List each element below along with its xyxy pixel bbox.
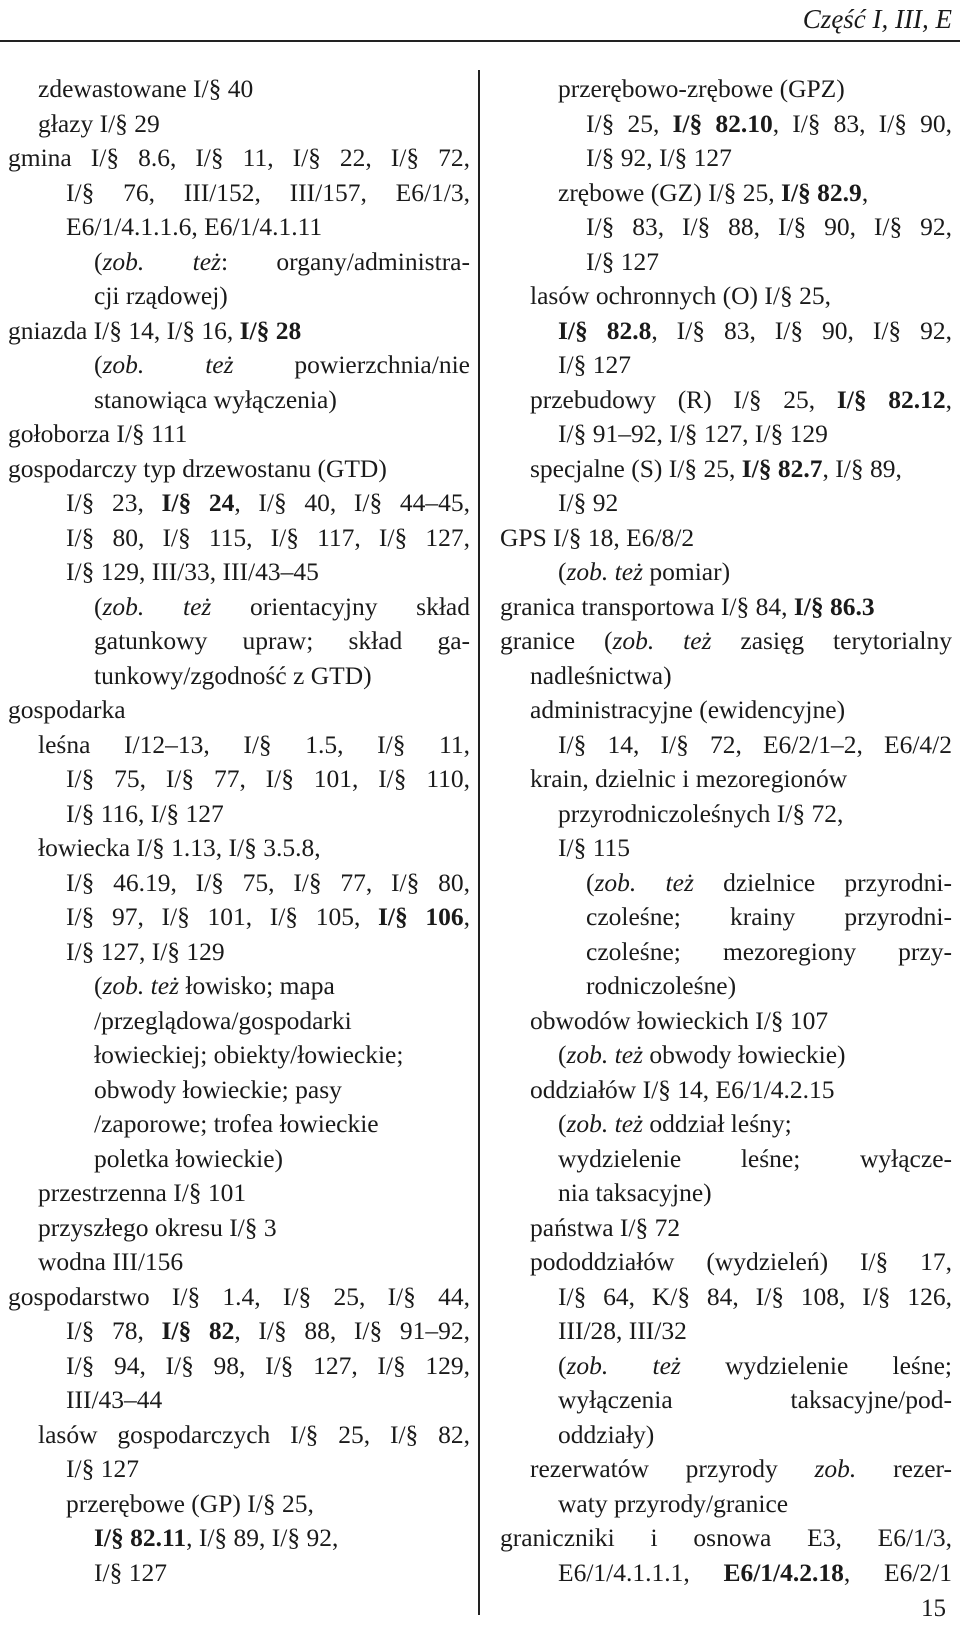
- index-entry-line: przerębowe (GP) I/§ 25,: [66, 1488, 314, 1518]
- index-entry-line: czoleśne; krainy przyrodni-: [586, 902, 952, 931]
- index-entry-line: I/§ 116, I/§ 127: [66, 798, 224, 828]
- running-header: [0, 0, 960, 44]
- index-entry-line: przestrzenna I/§ 101: [38, 1178, 247, 1207]
- index-entry-line: I/§ 91–92, I/§ 127, I/§ 129: [558, 419, 828, 448]
- index-entry-line: lasów ochronnych (O) I/§ 25,: [530, 281, 831, 310]
- index-entry-line: E6/1/4.1.1.6, E6/1/4.1.11: [66, 212, 323, 241]
- index-entry-line: obwodów łowieckich I/§ 107: [530, 1005, 829, 1035]
- index-entry-line: czoleśne; mezoregiony przy-: [586, 936, 952, 966]
- index-entry-line: rodniczoleśne): [586, 971, 737, 1000]
- index-entry-line: I/§ 25, I/§ 82.10, I/§ 83, I/§ 90,: [586, 108, 952, 138]
- index-entry-line: rezerwatów przyrody zob. rezer-: [530, 1454, 952, 1483]
- index-entry-line: oddziałów I/§ 14, E6/1/4.2.15: [530, 1074, 835, 1104]
- index-entry-line: (zob. też łowisko; mapa: [94, 971, 335, 1000]
- index-entry-line: III/28, III/32: [558, 1316, 687, 1345]
- index-entry-line: I/§ 92, I/§ 127: [586, 143, 732, 172]
- index-entry-line: I/§ 76, III/152, III/157, E6/1/3,: [66, 177, 470, 207]
- index-entry-line: (zob. też oddział leśny;: [558, 1109, 792, 1138]
- column-divider: [478, 70, 480, 1615]
- page-number: 15: [921, 1595, 946, 1622]
- index-entry-line: gniazda I/§ 14, I/§ 16, I/§ 28: [8, 315, 302, 345]
- index-column-left: [8, 72, 470, 1590]
- index-entry-line: (zob. też wydzielenie leśne;: [558, 1350, 952, 1380]
- index-entry-line: gmina I/§ 8.6, I/§ 11, I/§ 22, I/§ 72,: [8, 143, 470, 172]
- index-entry-line: I/§ 129, III/33, III/43–45: [66, 557, 319, 586]
- index-entry-line: I/§ 92: [558, 488, 619, 517]
- index-entry-line: (zob. też orientacyjny skład: [94, 591, 471, 621]
- index-entry-line: państwa I/§ 72: [530, 1212, 681, 1242]
- index-entry-line: gołoborza I/§ 111: [8, 419, 188, 448]
- index-entry-line: zrębowe (GZ) I/§ 25, I/§ 82.9,: [558, 177, 869, 207]
- index-entry-line: stanowiąca wyłączenia): [94, 384, 337, 414]
- index-entry-line: gospodarstwo I/§ 1.4, I/§ 25, I/§ 44,: [8, 1281, 470, 1311]
- index-entry-line: I/§ 115: [558, 833, 631, 862]
- index-column-right: [500, 72, 952, 1590]
- index-entry-line: specjalne (S) I/§ 25, I/§ 82.7, I/§ 89,: [530, 453, 902, 483]
- index-entry-line: administracyjne (ewidencyjne): [530, 695, 846, 724]
- index-entry-line: /przeglądowa/gospodarki: [94, 1005, 352, 1035]
- index-entry-line: krain, dzielnic i mezoregionów: [530, 764, 848, 793]
- index-entry-line: E6/1/4.1.1.1, E6/1/4.2.18, E6/2/1: [558, 1557, 952, 1587]
- index-entry-line: waty przyrody/granice: [558, 1488, 789, 1518]
- index-entry-line: graniczniki i osnowa E3, E6/1/3,: [500, 1523, 952, 1552]
- index-entry-line: III/43–44: [66, 1385, 163, 1414]
- index-entry-line: lasów gospodarczych I/§ 25, I/§ 82,: [38, 1419, 470, 1449]
- index-entry-line: I/§ 46.19, I/§ 75, I/§ 77, I/§ 80,: [66, 867, 470, 897]
- index-entry-line: I/§ 83, I/§ 88, I/§ 90, I/§ 92,: [586, 212, 952, 241]
- index-entry-line: I/§ 78, I/§ 82, I/§ 88, I/§ 91–92,: [66, 1316, 471, 1345]
- index-entry-line: nia taksacyjne): [558, 1178, 712, 1207]
- index-entry-line: przebudowy (R) I/§ 25, I/§ 82.12,: [530, 384, 952, 414]
- index-entry-line: I/§ 82.8, I/§ 83, I/§ 90, I/§ 92,: [558, 315, 953, 345]
- index-entry-line: gospodarka: [8, 695, 126, 724]
- index-entry-line: I/§ 14, I/§ 72, E6/2/1–2, E6/4/2: [558, 729, 952, 759]
- index-entry-line: wyłączenia taksacyjne/pod-: [558, 1385, 952, 1414]
- index-entry-line: przyszłego okresu I/§ 3: [38, 1212, 277, 1242]
- index-entry-line: leśna I/12–13, I/§ 1.5, I/§ 11,: [38, 729, 470, 759]
- index-entry-line: łowieckiej; obiekty/łowieckie;: [94, 1040, 404, 1069]
- index-entry-line: tunkowy/zgodność z GTD): [94, 660, 372, 690]
- index-entry-line: I/§ 80, I/§ 115, I/§ 117, I/§ 127,: [66, 522, 470, 552]
- index-entry-line: (zob. też obwody łowieckie): [558, 1040, 846, 1069]
- index-entry-line: I/§ 94, I/§ 98, I/§ 127, I/§ 129,: [66, 1350, 470, 1380]
- index-entry-line: cji rządowej): [94, 281, 228, 310]
- index-entry-line: /zaporowe; trofea łowieckie: [94, 1109, 379, 1138]
- index-entry-line: obwody łowieckie; pasy: [94, 1074, 342, 1104]
- index-entry-line: I/§ 127: [586, 246, 659, 276]
- index-entry-line: I/§ 64, K/§ 84, I/§ 108, I/§ 126,: [558, 1281, 952, 1311]
- index-entry-line: (zob. też dzielnice przyrodni-: [586, 867, 953, 897]
- index-entry-line: (zob. też powierzchnia/nie: [94, 350, 470, 379]
- index-entry-line: granica transportowa I/§ 84, I/§ 86.3: [500, 591, 875, 621]
- index-entry-line: I/§ 82.11, I/§ 89, I/§ 92,: [94, 1523, 339, 1552]
- index-entry-line: poletka łowieckie): [94, 1143, 284, 1173]
- index-entry-line: GPS I/§ 18, E6/8/2: [500, 522, 695, 552]
- header-rule: [0, 40, 960, 42]
- index-entry-line: I/§ 127: [94, 1557, 167, 1587]
- index-entry-line: łowiecka I/§ 1.13, I/§ 3.5.8,: [38, 833, 321, 862]
- index-entry-line: zdewastowane I/§ 40: [38, 74, 254, 103]
- index-entry-line: I/§ 23, I/§ 24, I/§ 40, I/§ 44–45,: [66, 488, 471, 517]
- index-entry-line: (zob. też pomiar): [558, 557, 731, 586]
- index-entry-line: wodna III/156: [38, 1247, 184, 1276]
- index-entry-line: I/§ 127: [558, 350, 631, 379]
- index-entry-line: I/§ 127, I/§ 129: [66, 936, 225, 966]
- index-entry-line: I/§ 75, I/§ 77, I/§ 101, I/§ 110,: [66, 764, 470, 793]
- index-entry-line: wydzielenie leśne; wyłącze-: [558, 1143, 952, 1173]
- index-entry-line: pododdziałów (wydzieleń) I/§ 17,: [530, 1247, 952, 1276]
- index-entry-line: I/§ 127: [66, 1454, 139, 1483]
- index-entry-line: nadleśnictwa): [530, 660, 672, 690]
- index-entry-line: (zob. też: organy/administra-: [94, 246, 470, 276]
- index-entry-line: przyrodniczoleśnych I/§ 72,: [558, 798, 844, 828]
- index-entry-line: gatunkowy upraw; skład ga-: [94, 626, 470, 655]
- index-entry-line: I/§ 97, I/§ 101, I/§ 105, I/§ 106,: [66, 902, 470, 931]
- index-entry-line: przerębowo-zrębowe (GPZ): [558, 74, 845, 103]
- index-entry-line: głazy I/§ 29: [38, 108, 160, 138]
- index-entry-line: gospodarczy typ drzewostanu (GTD): [8, 453, 387, 483]
- index-entry-line: oddziały): [558, 1419, 655, 1449]
- index-entry-line: granice (zob. też zasięg terytorialny: [500, 626, 953, 655]
- running-header-title: Część I, III, E: [802, 4, 952, 34]
